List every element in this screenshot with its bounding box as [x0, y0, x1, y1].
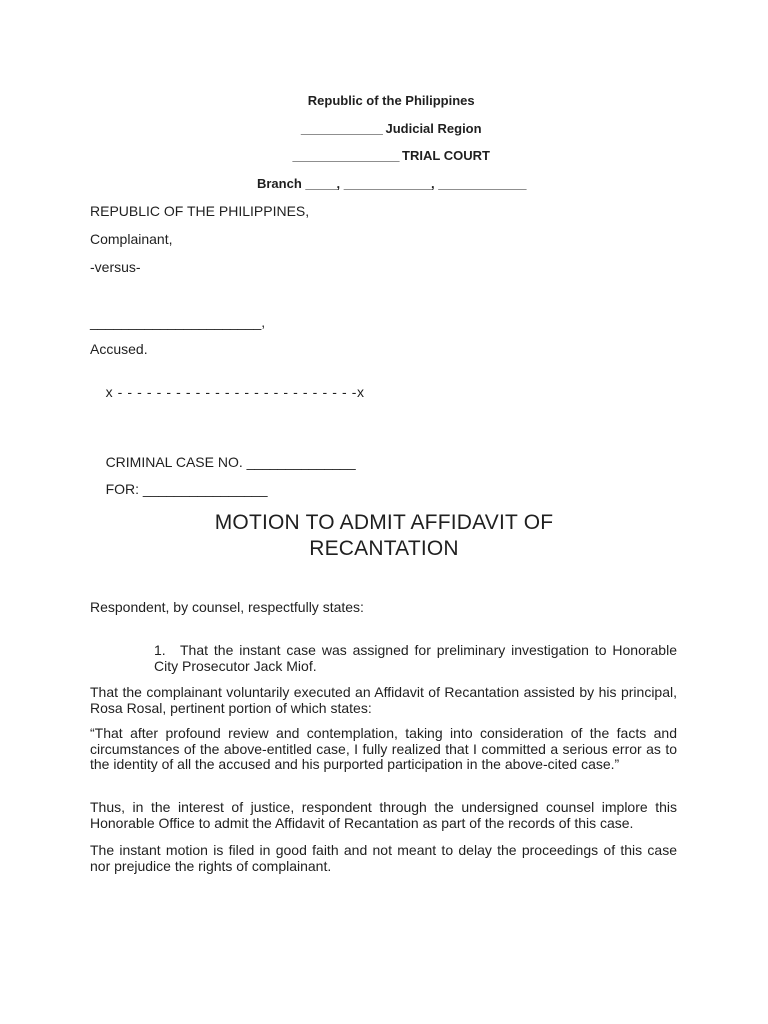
item-text: That the instant case was assigned for preliminary investigation to Honorable City Prosecutor Jack Miof.	[154, 642, 677, 674]
judicial-region-label: Judicial Region	[381, 121, 482, 136]
caption-separator	[90, 368, 365, 416]
intro-paragraph: Respondent, by counsel, respectfully states:	[90, 599, 364, 615]
good-faith-paragraph: The instant motion is filed in good faith and not meant to delay the proceedings of this case nor prejudice the rights of complainant.	[90, 842, 677, 874]
trial-court-label: TRIAL COURT	[398, 148, 490, 163]
justice-paragraph: Thus, in the interest of justice, respondent through the undersigned counsel implore this Honorable Office to admit the Affidavit of Recantation as part of the records of this case.	[90, 799, 677, 831]
caption-accused-blank: ______________________,	[90, 314, 266, 330]
caption-plaintiff: REPUBLIC OF THE PHILIPPINES,	[90, 203, 310, 219]
branch-sep-2: ,	[431, 176, 439, 191]
branch-sep-1: ,	[336, 176, 344, 191]
title-line-1: MOTION TO ADMIT AFFIDAVIT OF	[214, 511, 554, 534]
caption-plaintiff-role: Complainant,	[90, 231, 173, 247]
case-for	[90, 465, 267, 513]
title-line-2: RECANTATION	[309, 537, 459, 560]
branch-city-blank: ______________	[343, 176, 431, 191]
quoted-statement: “That after profound review and contemplation, taking into consideration of the facts and circumstances of the above-entitled case, I fully realized that I committed a serious error as to the identity of all the accused and his purported participation in the above-cited case.”	[90, 725, 677, 773]
numbered-item-1	[154, 643, 677, 674]
caption-versus: -versus-	[90, 259, 141, 275]
document-title	[0, 510, 768, 562]
trial-court-blank: _________________	[292, 148, 399, 163]
case-for-blank: ________________	[142, 481, 268, 497]
header-republic-text: Republic of the Philippines	[307, 93, 475, 108]
judicial-region-blank: _____________	[300, 121, 382, 136]
item-number: 1.	[154, 642, 166, 658]
branch-blank: _____	[305, 176, 337, 191]
caption-separator-text: x - - - - - - - - - - - - - - - - - - - - - - - - -x	[105, 384, 365, 400]
branch-province-blank: ______________	[438, 176, 526, 191]
affidavit-paragraph: That the complainant voluntarily executed an Affidavit of Recantation assisted by his principal, Rosa Rosal, pertinent portion of which states:	[90, 684, 677, 716]
case-for-label: FOR:	[105, 481, 143, 497]
criminal-case-blank: ______________	[246, 454, 356, 470]
branch-label: Branch	[256, 176, 306, 191]
caption-accused-role: Accused.	[90, 341, 148, 357]
header-branch	[0, 161, 768, 206]
criminal-case-label: CRIMINAL CASE NO.	[105, 454, 247, 470]
